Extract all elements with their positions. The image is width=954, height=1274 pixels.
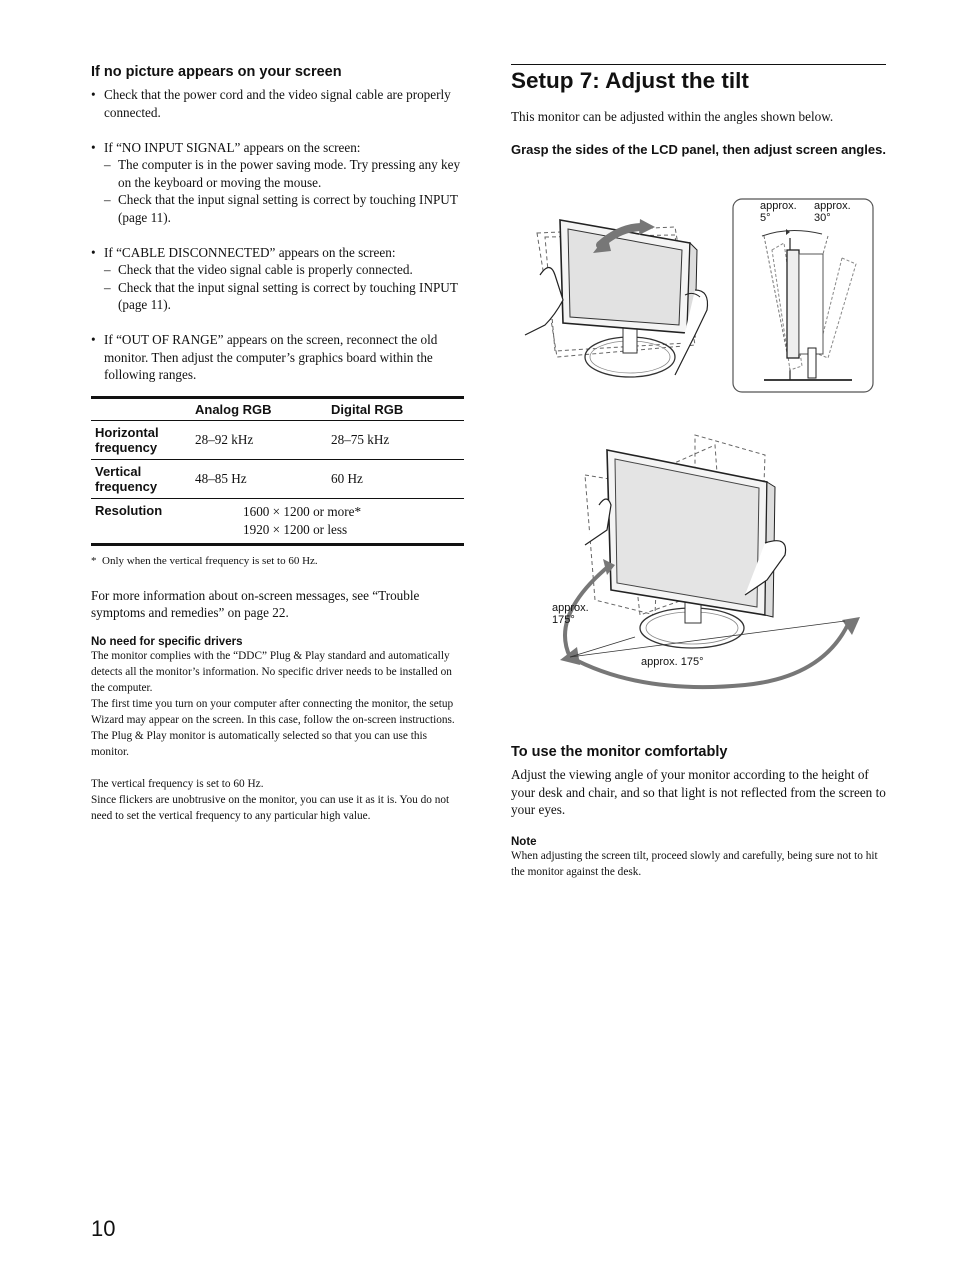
row-label: Vertical frequency	[95, 463, 158, 494]
tilt-side-illustration	[732, 198, 874, 394]
drivers-heading: No need for specific drivers	[91, 635, 243, 648]
frequency-paragraph: The vertical frequency is set to 60 Hz.	[91, 777, 264, 790]
comfort-paragraph: Adjust the viewing angle of your monitor according to the height of your desk and chair, and so that light is not reflected from the screen to your eyes.	[511, 767, 886, 817]
frequency-table	[91, 396, 464, 546]
angle-30-label: approx. 30°	[814, 200, 851, 224]
cell: 28–75 kHz	[331, 431, 390, 447]
table-row	[91, 498, 464, 544]
col-analog-rgb: Analog RGB	[195, 401, 272, 417]
troubleshoot-list	[91, 86, 464, 384]
comfort-section	[511, 744, 886, 880]
comfort-heading: To use the monitor comfortably	[511, 744, 728, 760]
sub-list	[104, 156, 464, 226]
drivers-paragraph: The monitor complies with the “DDC” Plug & Play standard and automatically detects all the monitor’s information. No specific driver needs to be installed on the computer.	[91, 649, 452, 694]
table-row	[91, 420, 464, 459]
footnote	[91, 553, 464, 569]
intro-paragraph: This monitor can be adjusted within the angles shown below.	[511, 109, 834, 124]
title-rule	[511, 64, 886, 94]
more-info-paragraph: For more information about on-screen messages, see “Trouble symptoms and remedies” on page 22.	[91, 587, 420, 620]
resolution-cell	[191, 498, 464, 544]
list-item	[91, 244, 464, 314]
cell: 28–92 kHz	[195, 431, 254, 447]
table-row	[91, 459, 464, 498]
bullet-text: If “OUT OF RANGE” appears on the screen, reconnect the old monitor. Then adjust the computer’s graphics board within the following ranges.	[104, 332, 438, 382]
right-column	[511, 64, 886, 158]
sub-list-item: – Check that the input signal setting is correct by touching INPUT (page 11).	[104, 279, 464, 314]
sub-list-item: – Check that the video signal cable is properly connected.	[104, 261, 464, 279]
bullet-text: If “CABLE DISCONNECTED” appears on the screen:	[104, 244, 396, 260]
list-item	[91, 331, 464, 384]
angle-5-label: approx. 5°	[760, 200, 797, 224]
page-title: Setup 7: Adjust the tilt	[511, 68, 749, 93]
note-heading: Note	[511, 835, 537, 848]
left-column	[91, 64, 464, 824]
sub-list-item: – The computer is in the power saving mode. Try pressing any key on the keyboard or moving the mouse.	[104, 156, 464, 191]
bullet-text: Check that the power cord and the video signal cable are properly connected.	[104, 87, 451, 120]
swivel-illustration	[545, 425, 865, 690]
sub-list	[104, 261, 464, 314]
note-paragraph: When adjusting the screen tilt, proceed slowly and carefully, being sure not to hit the monitor against the desk.	[511, 849, 878, 878]
sub-list-item: – Check that the input signal setting is correct by touching INPUT (page 11).	[104, 191, 464, 226]
grasp-instruction: Grasp the sides of the LCD panel, then adjust screen angles.	[511, 141, 886, 157]
frequency-paragraph: Since flickers are unobtrusive on the monitor, you can use it as it is. You do not need to set the vertical frequency to any particular high value.	[91, 793, 450, 822]
bullet-text: If “NO INPUT SIGNAL” appears on the screen:	[104, 139, 361, 155]
cell: 48–85 Hz	[195, 470, 247, 486]
page-number: 10	[91, 1216, 116, 1241]
row-label: Horizontal frequency	[95, 424, 159, 455]
row-label: Resolution	[95, 502, 163, 518]
no-picture-heading: If no picture appears on your screen	[91, 64, 342, 80]
footnote-mark: *	[91, 554, 97, 567]
swivel-left-label: approx. 175°	[552, 602, 589, 626]
list-item	[91, 86, 464, 121]
col-digital-rgb: Digital RGB	[331, 401, 404, 417]
footnote-text: Only when the vertical frequency is set to 60 Hz.	[102, 554, 318, 567]
table-header-row	[91, 397, 464, 420]
drivers-paragraph: The first time you turn on your computer after connecting the monitor, the setup Wizard may appear on the screen. In this case, follow the on-screen instructions. The Plug & Play monitor is automatically selected so that you can use this monitor.	[91, 697, 455, 758]
resolution-line: 1600 × 1200 or more*	[243, 503, 362, 519]
swivel-bottom-label: approx. 175°	[641, 656, 704, 668]
resolution-line: 1920 × 1200 or less	[243, 521, 348, 537]
tilt-front-illustration	[515, 205, 725, 385]
list-item	[91, 139, 464, 227]
cell: 60 Hz	[331, 470, 363, 486]
